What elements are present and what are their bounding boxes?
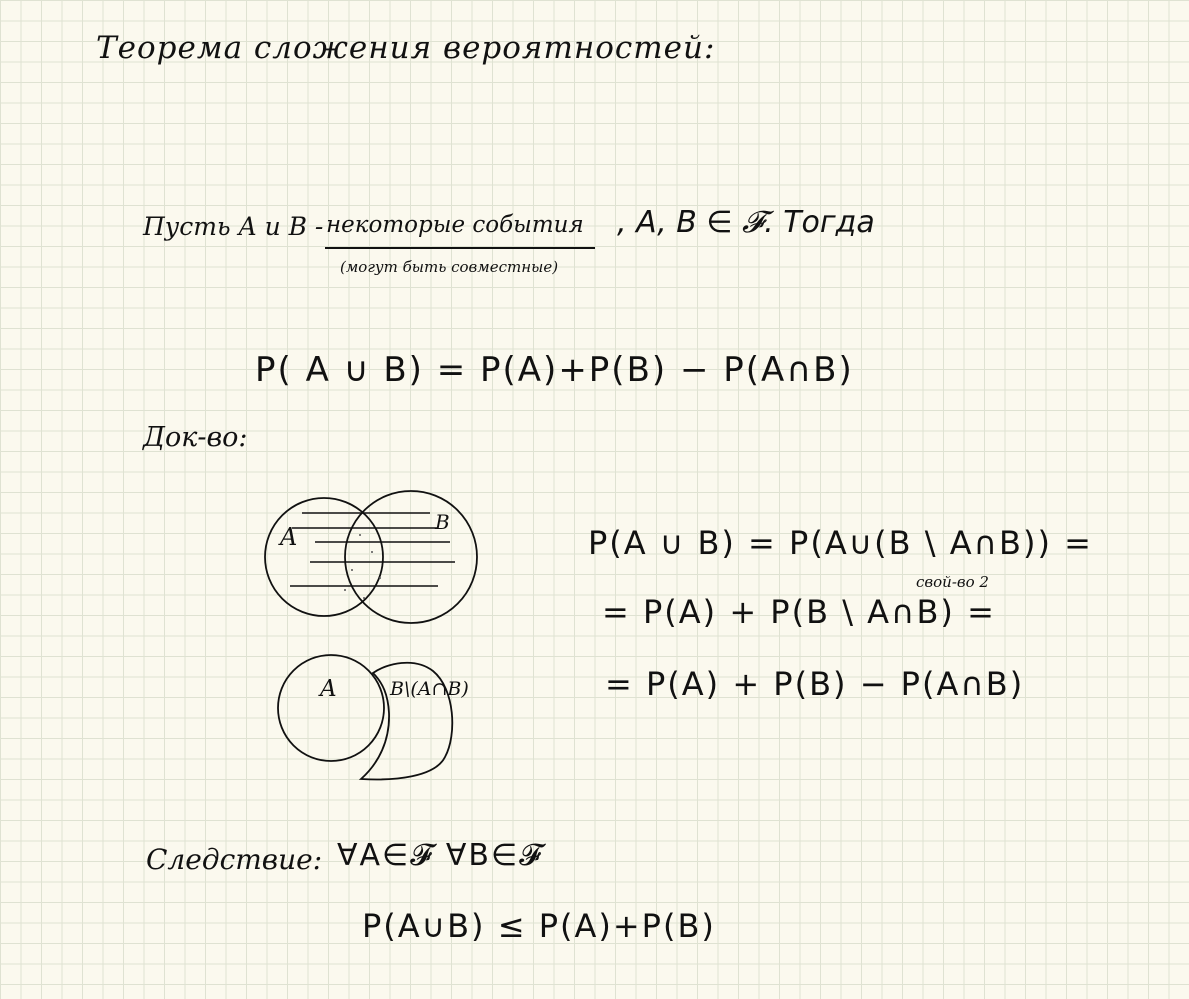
corollary-inequality: P(A∪B) ≤ P(A)+P(B) [362,907,716,945]
venn-circle-b [345,491,477,623]
main-formula: P( A ∪ B) = P(A)+P(B) − P(A∩B) [255,350,854,390]
venn-circle-a [265,498,383,616]
proof-step-3: = P(A) + P(B) − P(A∩B) [605,665,1025,703]
split-circle-a [278,655,384,761]
venn-label-a: A [280,523,298,551]
proof-label: Док-во: [143,422,248,453]
property-note: свой-во 2 [916,573,989,591]
page-title: Теорема сложения вероятностей: [96,30,716,66]
venn-label-b: B [435,510,450,534]
statement-then: , A, B ∈ 𝓕. Тогда [617,205,875,240]
venn-diagram [260,490,485,630]
proof-step-2: = P(A) + P(B \ A∩B) = [602,593,996,631]
statement-let: Пусть A и B - [143,212,324,241]
venn-dots [344,534,381,599]
corollary-quantifiers: ∀A∈𝓕 ∀B∈𝓕 [337,838,544,873]
proof-step-1: P(A ∪ B) = P(A∪(B \ A∩B)) = [588,524,1093,562]
split-label-b: B\(A∩B) [390,678,469,700]
split-diagram [275,655,465,785]
statement-events: некоторые события [326,212,584,238]
events-underline [325,247,595,249]
split-label-a: A [320,676,337,702]
corollary-label: Следствие: [146,843,323,876]
statement-note: (могут быть совместные) [340,258,559,276]
